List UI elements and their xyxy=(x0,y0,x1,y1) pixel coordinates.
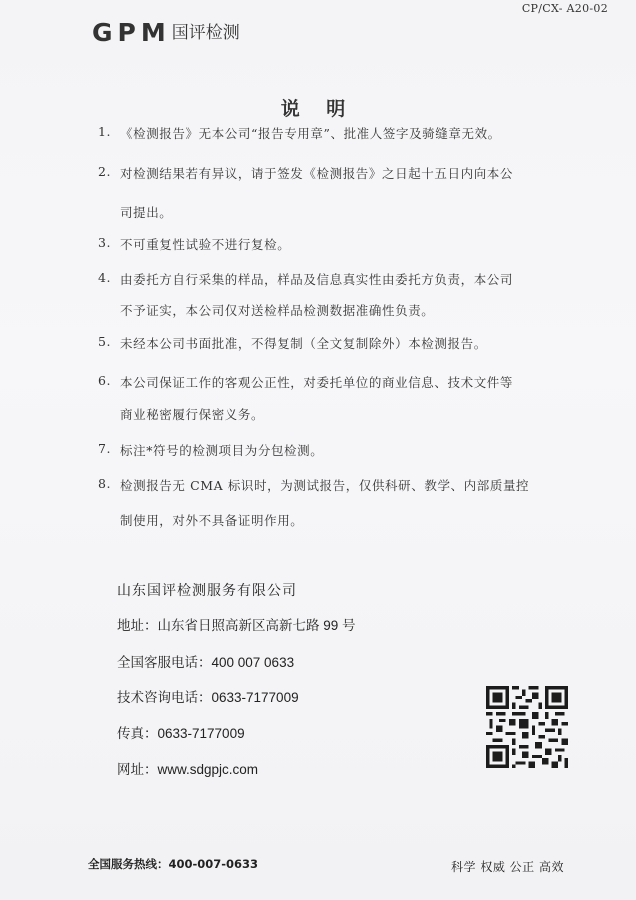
logo-chinese-name: 国评检测 xyxy=(171,23,240,43)
item-text: 商业秘密履行保密义务。 xyxy=(120,407,265,422)
tech-line xyxy=(117,686,299,706)
web-value: www.sdgpjc.com xyxy=(157,762,259,777)
item-text: 对检测结果若有异议，请于签发《检测报告》之日起十五日内向本公 xyxy=(120,166,514,181)
item-number: 8. xyxy=(98,476,112,491)
item-number: 5. xyxy=(98,334,112,349)
fax-value: 0633-7177009 xyxy=(157,726,245,741)
service-hotline: 全国服务热线：400-007-0633 xyxy=(88,857,259,871)
item-number: 1. xyxy=(98,124,112,139)
item-number: 4. xyxy=(98,270,112,285)
page-title: 说 明 xyxy=(280,98,356,120)
item-number: 7. xyxy=(98,441,112,456)
hotline-value: 400 007 0633 xyxy=(211,655,295,670)
item-text: 制使用，对外不具备证明作用。 xyxy=(120,513,304,528)
item-text: 未经本公司书面批准，不得复制（全文复制除外）本检测报告。 xyxy=(120,336,487,351)
item-text: 检测报告无 CMA 标识时，为测试报告，仅供科研、教学、内部质量控 xyxy=(120,478,530,493)
document-code: CP/CX- A20-02 xyxy=(521,2,608,15)
qr-code-icon xyxy=(486,686,568,768)
hotline-label: 全国客服电话： xyxy=(117,655,212,671)
tech-label: 技术咨询电话： xyxy=(117,690,212,706)
address-value: 山东省日照高新区高新七路 99 号 xyxy=(157,618,356,633)
item-text: 司提出。 xyxy=(120,205,173,220)
web-line xyxy=(117,758,258,778)
item-text: 标注*符号的检测项目为分包检测。 xyxy=(120,443,324,458)
item-text: 不予证实，本公司仅对送检样品检测数据准确性负责。 xyxy=(120,303,435,318)
item-text: 《检测报告》无本公司“报告专用章”、批准人签字及骑缝章无效。 xyxy=(120,126,501,141)
fax-line xyxy=(117,722,245,742)
company-logo xyxy=(92,16,240,46)
fax-label: 传真： xyxy=(117,726,158,742)
address-line xyxy=(117,614,356,634)
hotline-line xyxy=(117,651,294,671)
tech-value: 0633-7177009 xyxy=(211,690,299,705)
item-number: 6. xyxy=(98,373,112,388)
web-label: 网址： xyxy=(117,762,158,778)
item-text: 由委托方自行采集的样品，样品及信息真实性由委托方负责，本公司 xyxy=(120,272,514,287)
slogan: 科学 权威 公正 高效 xyxy=(451,860,564,874)
item-text: 不可重复性试验不进行复检。 xyxy=(120,237,291,252)
item-text: 本公司保证工作的客观公正性，对委托单位的商业信息、技术文件等 xyxy=(120,375,514,390)
logo-letters: GPM xyxy=(92,18,171,47)
company-name: 山东国评检测服务有限公司 xyxy=(117,583,297,599)
address-label: 地址： xyxy=(117,618,158,634)
item-number: 2. xyxy=(98,164,112,179)
item-number: 3. xyxy=(98,235,112,250)
